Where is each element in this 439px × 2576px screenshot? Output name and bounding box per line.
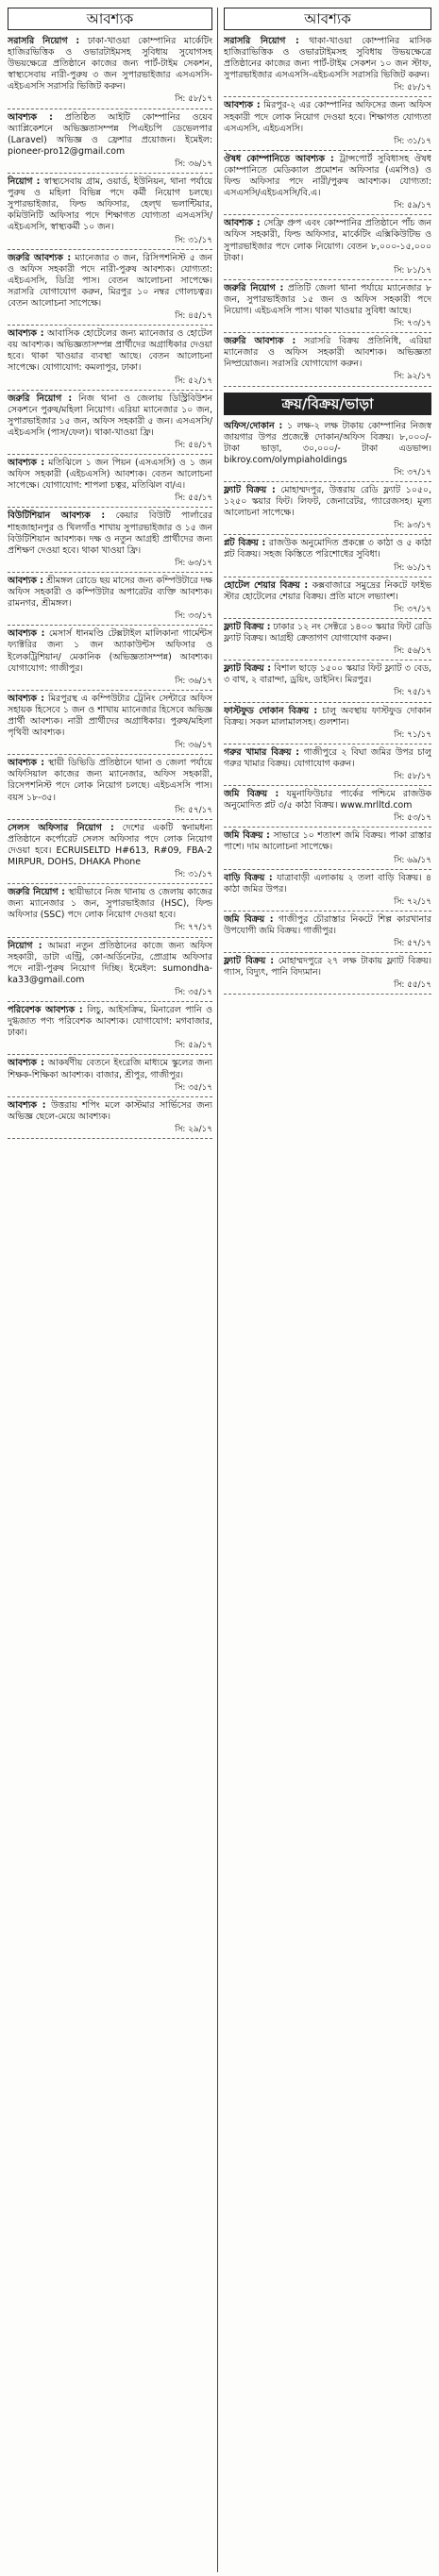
ad-body bbox=[8, 328, 212, 374]
ad-separator bbox=[224, 911, 431, 912]
ad-heading: জরুরি নিয়োগ : bbox=[8, 393, 73, 404]
ad-heading: ফাস্টফুড দোকান বিক্রয় : bbox=[224, 705, 318, 716]
ad-code: সি: ৭৭/১৭ bbox=[175, 923, 212, 933]
ad-separator bbox=[8, 754, 212, 755]
ad-heading: জরুরি নিয়োগ : bbox=[8, 887, 65, 898]
ad-heading: বাড়ি বিক্রয় : bbox=[224, 872, 273, 883]
column-divider bbox=[217, 8, 218, 2572]
ad-text: বিশাল ছাড়ে ১৫০০ স্কয়ার ফিট ফ্ল্যাট ৩ বেড, ৩ বাথ, ২ বারান্দা, ড্রয়িং, ডাইনিং। মিরপুর। bbox=[224, 663, 431, 686]
ad-code: সি: ৩৬/১৭ bbox=[175, 741, 212, 751]
ad-text: নিজ থানা ও জেলায় ডিস্ট্রিবিউশন সেকশনে পুরুষ/মহিলা নিয়োগ। এরিয়া ম্যানেজার ১০ জন, সুপারভাইজার ১৫ জন, অফিস সহকারী ৫ জন। এসএসসি/এইচএসসি (পাস/ফেল)। থাকা-খাওয়া ফ্রি। bbox=[8, 393, 212, 438]
classified-ad bbox=[224, 536, 431, 577]
ad-text: কক্সবাজারে সমুদ্রের নিকটে ফাইভ স্টার হোটেলের শেয়ার বিক্রয়। প্রতি মাসে লভ্যাংশ। bbox=[224, 579, 431, 602]
ad-code: সি: ৫৭/১৭ bbox=[394, 939, 431, 949]
ad-text: লিচু, আইসক্রিম, মিনারেল পানি ও দুগ্ধজাত পণ্য পরিবেশক আবশ্যক। যোগাযোগ: মগবাজার, ঢাকা। bbox=[8, 1005, 212, 1039]
ad-code: সি: ৬৩/১৭ bbox=[175, 558, 212, 568]
ad-text: মেসার্স ধানমণ্ডি টেক্সটাইল মালিকানা গার্মেন্টস ফ্যাক্টরির জন্য ১ জন অ্যাকাউন্টস অফিসার ও ইলেকট্রিশিয়ান/ মেকানিক (অভিজ্ঞতাসম্পন্ন) আবশ্যক। যোগাযোগ: গাজীপুর। bbox=[8, 628, 212, 674]
ad-separator bbox=[224, 994, 431, 995]
ad-heading: জমি বিক্রয় : bbox=[224, 830, 270, 842]
classified-ad bbox=[8, 392, 212, 455]
classified-ad bbox=[224, 419, 431, 482]
ad-separator bbox=[224, 534, 431, 535]
left-ad-list bbox=[8, 34, 212, 1139]
ad-heading: আবশ্যক : bbox=[8, 758, 44, 769]
ad-text: সাভারে ১০ শতাংশ জমি বিক্রয়। পাকা রাস্তার পাশে। দাম আলোচনা সাপেক্ষে। bbox=[224, 830, 431, 853]
ad-heading: ঔষধ কোম্পানিতে আবশ্যক : bbox=[224, 153, 334, 164]
ad-body bbox=[8, 694, 212, 739]
classified-ad bbox=[8, 821, 212, 884]
ad-separator bbox=[8, 1096, 212, 1097]
ad-text: প্রতিটি জেলা থানা পর্যায়ে ম্যানেজার ৮ জন, সুপারভাইজার ১৫ জন ও অফিস সহকারী পদে নিয়োগ। এইচএসসি পাস। থাকা খাওয়ার সুবিধা আছে। bbox=[224, 282, 431, 316]
ad-text: মতিঝিলে ১ জন পিয়ন (এসএসসি) ও ১ জন অফিস সহকারী (এইচএসসি) আবশ্যক। বেতন আলোচনা সাপেক্ষে। যোগাযোগ: শাপলা চত্বর, মতিঝিল বা/এ। bbox=[8, 458, 212, 492]
ad-heading: আবশ্যক : bbox=[8, 111, 53, 123]
ad-body bbox=[8, 576, 212, 610]
ad-code: সি: ৭১/১৭ bbox=[394, 729, 431, 740]
ad-heading: নিয়োগ : bbox=[8, 940, 42, 951]
ad-body bbox=[224, 956, 431, 979]
right-column bbox=[224, 8, 431, 2572]
ad-code: সি: ৩৭/১৭ bbox=[394, 604, 431, 614]
classified-ad bbox=[224, 578, 431, 619]
ad-heading: গরুর খামার বিক্রয় : bbox=[224, 746, 299, 758]
ad-heading: প্লট বিক্রয় : bbox=[224, 538, 266, 549]
ad-body bbox=[224, 36, 431, 81]
ad-text: কেয়ার বিউটি পার্লারের শাহজাহানপুর ও খিলগাঁও শাখায় সুপারভাইজার ও ১৫ জন বিউটিশিয়ান আবশ্যক। দক্ষ ও নতুন আগ্রহী প্রার্থীদের জন্য প্রশিক্ষণ দেওয়া হবে। থাকা খাওয়া ফ্রি। bbox=[8, 510, 212, 556]
ad-code: সি: ৩১/১৭ bbox=[175, 870, 212, 880]
classified-ad bbox=[8, 251, 212, 326]
ad-body bbox=[224, 663, 431, 686]
ad-heading: আবশ্যক : bbox=[8, 1058, 44, 1069]
ad-text: ঢাকা-খাওয়া কোম্পানির মার্কেটিং হাজিরভিত্তিক ও ওভারটাইমসহ সুবিধায় সুযোগসহ উভয়ক্ষেত্রে প্রতিষ্ঠানে কাজের জন্য পার্ট-টাইম সেকশন, স্বাস্থ্যসেবায় নারী-পুরুষ ৩ জন সুপারভাইজার এসএসসি-এইচএসসি সরাসরি ভিজিট করুন। bbox=[8, 36, 212, 92]
ad-code: সি: ৫৮/১৭ bbox=[175, 94, 212, 105]
ad-heading: ফ্ল্যাট বিক্রয় : bbox=[224, 663, 271, 675]
classified-ad bbox=[224, 787, 431, 828]
ad-body bbox=[224, 538, 431, 560]
ad-heading: বিউটিশিয়ান আবশ্যক : bbox=[8, 510, 106, 522]
classified-ad bbox=[224, 98, 431, 150]
ad-code: সি: ৩৭/১৭ bbox=[394, 467, 431, 477]
ad-body bbox=[224, 485, 431, 519]
classified-ad bbox=[224, 871, 431, 912]
ad-code: সি: ৩১/১৭ bbox=[394, 136, 431, 146]
ad-heading: নিয়োগ : bbox=[8, 176, 41, 188]
ad-text: দেশের একটি স্বনামধন্য প্রতিষ্ঠানে কর্পোরেট সেলস অফিসার পদে লোক নিয়োগ দেওয়া হবে। ECRUISELTD H#613, R#09, FBA-2 MIRPUR, DOHS, DHAKA Phone bbox=[8, 822, 212, 867]
ad-code: সি: ৫২/১৭ bbox=[175, 376, 212, 386]
ad-body bbox=[224, 914, 431, 937]
ad-body bbox=[224, 706, 431, 728]
ad-code: সি: ৯৩/১৭ bbox=[394, 521, 431, 531]
ad-separator bbox=[224, 96, 431, 97]
ad-text: ঢাকার ১২ নং সেক্টরে ১৪০০ স্কয়ার ফিট রেডি ফ্ল্যাট বিক্রয়। আগ্রহী ক্রেতাগণ যোগাযোগ করুন। bbox=[224, 621, 431, 644]
ad-separator bbox=[8, 819, 212, 820]
ad-heading: আবশ্যক : bbox=[8, 628, 45, 640]
ad-heading: আবশ্যক : bbox=[8, 458, 45, 469]
ad-separator bbox=[224, 618, 431, 619]
ad-separator bbox=[8, 883, 212, 884]
ad-body bbox=[8, 823, 212, 868]
ad-separator bbox=[8, 454, 212, 455]
ad-text: মিরপুরস্থ এ কম্পিউটার ট্রেনিং সেন্টারে অফিস সহায়ক হিসেবে ১ জন ও শাখায় ম্যানেজার হিসেবে অভিজ্ঞ প্রার্থী আবশ্যক। নারী প্রার্থীদের অগ্রাধিকার। পুরুষ/মহিলা পৃথিবী আবশ্যক। bbox=[8, 693, 212, 739]
ad-code: সি: ৫৬/১৭ bbox=[394, 646, 431, 657]
ad-separator bbox=[8, 249, 212, 250]
ad-separator bbox=[224, 481, 431, 482]
ad-body bbox=[8, 458, 212, 492]
ad-code: সি: ৫৪/১৭ bbox=[175, 441, 212, 450]
ad-text: স্থায়ী ডিভিডি প্রতিষ্ঠানে থানা ও জেলা পর্যায়ে অফিসিয়াল কাজের জন্য ম্যানেজার, অফিস সহকারী, রিসেপশনিস্ট পদে লোক নিয়োগ চলছে। এইচএসসি পাস। বয়স ১৮-৩৫। bbox=[8, 758, 212, 803]
ad-text: স্থায়ীভাবে নিজ থানায় ও জেলায় কাজের জন্য ম্যানেজার ১ জন, সুপারভাইজার (HSC), ফিল্ড অফিসার (SSC) পদে লোক নিয়োগ দেওয়া হবে। bbox=[8, 887, 212, 921]
right-ad-list-2 bbox=[224, 419, 431, 995]
classified-ad bbox=[224, 828, 431, 869]
ad-body bbox=[8, 176, 212, 233]
classified-ad bbox=[224, 704, 431, 744]
ad-heading: হোটেল শেয়ার বিক্রয় : bbox=[224, 579, 309, 591]
ad-body bbox=[8, 1005, 212, 1039]
ad-text: ম্যানেজার ৩ জন, রিসিপশনিস্ট ৫ জন ও অফিস সহকারী পদে নারী-পুরুষ আবশ্যক। যোগ্যতা: এইচএসসি, ডিগ্রি পাস। বেতন আলোচনা সাপেক্ষে। সরাসরি যোগাযোগ করুন, মিরপুর ১০ নম্বর গোলচত্বর। বেতন আলোচনা সাপেক্ষে। bbox=[8, 252, 212, 309]
ad-code: সি: ৪৫/১৭ bbox=[175, 311, 212, 322]
ad-separator bbox=[8, 507, 212, 508]
ad-heading: সেলস অফিসার নিয়োগ : bbox=[8, 822, 114, 833]
ad-code: সি: ৫৯/১৭ bbox=[394, 201, 431, 211]
ad-body bbox=[8, 510, 212, 556]
ad-heading: ফ্ল্যাট বিক্রয় : bbox=[224, 485, 276, 495]
ad-separator bbox=[224, 660, 431, 661]
ad-body bbox=[224, 100, 431, 134]
classified-ad bbox=[224, 281, 431, 333]
ad-separator bbox=[8, 1054, 212, 1055]
ad-code: সি: ৭২/১৭ bbox=[394, 896, 431, 907]
classified-ad bbox=[8, 627, 212, 690]
classified-ad bbox=[8, 756, 212, 819]
ad-separator bbox=[224, 150, 431, 151]
ad-separator bbox=[224, 827, 431, 828]
ad-code: সি: ৩৬/১৭ bbox=[175, 676, 212, 686]
ad-separator bbox=[224, 869, 431, 870]
ad-body bbox=[8, 112, 212, 158]
ad-code: সি: ৮১/১৭ bbox=[394, 265, 431, 276]
ad-text: থাকা-খাওয়া কোম্পানির মাসিক হাজিরাভিত্তিক ও ওভারটাইমসহ সুবিধায় উভয়ক্ষেত্রে প্রতিষ্ঠানের কাজের জন্য পার্ট-টাইম সেকশন ১০ জন স্টাফ, সুপারভাইজার এসএসসি-এইচএসসি সরাসরি ভিজিট করুন। bbox=[224, 36, 431, 81]
ad-text: উত্তরায় শপিং মলে কাস্টমার সার্ভিসের জন্য অভিজ্ঞ ছেলে-মেয়ে আবশ্যক। bbox=[8, 1099, 212, 1122]
ad-body bbox=[224, 218, 431, 263]
ad-body bbox=[8, 1100, 212, 1123]
ad-body bbox=[224, 622, 431, 644]
ad-code: সি: ৩৩/১৭ bbox=[175, 611, 212, 622]
ad-body bbox=[8, 628, 212, 674]
ad-heading: সরাসরি নিয়োগ : bbox=[224, 36, 299, 46]
ad-code: সি: ৬১/১৭ bbox=[394, 562, 431, 573]
ad-separator bbox=[224, 279, 431, 280]
right-ad-list bbox=[224, 34, 431, 387]
ad-text: সরাসরি বিক্রয় প্রতিনিধি, এরিয়া ম্যানেজার ও অফিস সহকারী আবশ্যক। অভিজ্ঞতা নিষ্প্রয়োজন। সরাসরি যোগাযোগ করুন। bbox=[224, 336, 431, 370]
ad-heading: জরুরি নিয়োগ : bbox=[224, 282, 284, 293]
classified-ad bbox=[8, 326, 212, 390]
classified-ad bbox=[224, 954, 431, 995]
ad-heading: আবশ্যক : bbox=[8, 328, 44, 340]
ad-text: গাজীপুর চৌরাস্তার নিকটে শিল্প কারখানার উপযোগী জমি বিক্রয়। গাজীপুর। bbox=[224, 913, 431, 936]
ad-body bbox=[224, 580, 431, 603]
ad-body bbox=[8, 36, 212, 92]
ad-code: সি: ৫৮/১৭ bbox=[394, 771, 431, 781]
ad-code: সি: ৩৬/১৭ bbox=[175, 159, 212, 169]
ad-body bbox=[224, 336, 431, 370]
ad-text: স্বাস্থ্যসেবায় গ্রাম, ওয়ার্ড, ইউনিয়ন, থানা পর্যায়ে পুরুষ ও মহিলা বিভিন্ন পদে কর্মী নিয়োগ চলছে। সুপারভাইজার, ফিল্ড অফিসার, হেল্থ ভলান্টিয়ার, কমিউনিটি অফিসার পদে শিক্ষাগত যোগ্যতা এসএসসি/ এইচএসসি, স্বাস্থ্যকর্মী ১০ জন। bbox=[8, 176, 212, 233]
classified-ad bbox=[8, 456, 212, 508]
classified-ad bbox=[224, 216, 431, 279]
ad-text: সেফ্রি প্রুপ এবং কোম্পানির প্রতিষ্ঠানে পাঁচ জন অফিস সহকারী, ফিল্ড অফিসার, মার্কেটিং এক্সিকিউটিভ ও সুপারভাইজার পদে লোক নিয়োগ। বেতন ৮,০০০-১৫,০০০ টাকা। bbox=[224, 218, 431, 263]
ad-body bbox=[224, 830, 431, 853]
classified-ad bbox=[8, 939, 212, 1002]
ad-separator bbox=[8, 1001, 212, 1002]
ad-separator bbox=[8, 690, 212, 691]
ad-code: সি: ৩১/১৭ bbox=[175, 235, 212, 245]
classified-ad bbox=[224, 334, 431, 386]
ad-body bbox=[224, 747, 431, 770]
ad-separator bbox=[8, 1138, 212, 1139]
ad-text: যাত্রাবাড়ী এলাকায় ২ তলা বাড়ি বিক্রয়। ৪ কাঠা জমির উপর। bbox=[224, 872, 431, 895]
ad-code: সি: ৭৩/১৭ bbox=[394, 319, 431, 329]
ad-body bbox=[8, 393, 212, 439]
ad-text: আমরা নতুন প্রতিষ্ঠানের কাজে জন্য অফিস সহকারী, ডাটা এন্ট্রি, কো-অর্ডিনেটর, প্রোগ্রাম অফিসার পদে নারী-পুরুষ নিয়োগ দিচ্ছি। ইমেইল: sumondha-ka33@gmail.com bbox=[8, 940, 212, 985]
ad-heading: জমি বিক্রয় : bbox=[224, 913, 274, 925]
ad-code: সি: ৫৮/১৭ bbox=[394, 83, 431, 93]
classified-ad bbox=[8, 175, 212, 250]
ad-text: যমুনাফিউচার পার্কের পশ্চিমে রাজউক অনুমোদিত প্লট ৩/৫ কাঠা বিক্রয়। www.mrlltd.com bbox=[224, 789, 431, 811]
classified-ad bbox=[8, 34, 212, 109]
ad-heading: জরুরি আবশ্যক : bbox=[8, 252, 72, 263]
ad-separator bbox=[8, 572, 212, 573]
ad-body bbox=[224, 154, 431, 199]
ad-text: শ্রীমঙ্গল রোডে ছয় মাসের জন্য কম্পিউটারে দক্ষ অফিস সহকারী ও কম্পিউটার অপারেটর ব্যক্তি আবশ্যক। রামনগর, শ্রীমঙ্গল। bbox=[8, 575, 212, 610]
classified-ad bbox=[224, 620, 431, 661]
column-heading: আবশ্যক bbox=[8, 8, 212, 30]
classified-ad bbox=[224, 152, 431, 215]
ad-text: মিরপুর-২ এর কোম্পানির অফিসের জন্য অফিস সহকারী পদে লোক নিয়োগ দেওয়া হবে। শিক্ষাগত যোগ্যতা এসএসসি, এইচএসসি। bbox=[224, 100, 431, 134]
ad-text: ট্রান্সপোর্ট সুবিধাসহ ঔষধ কোম্পানিতে মেডিক্যাল প্রমোশন অফিসার (এমপিও) ও ফিল্ড অফিসার পদে নারী/পুরুষ আবশ্যক। যোগ্যতা: এসএসসি/এইচএসসি/বি.এ। bbox=[224, 153, 431, 199]
ad-body bbox=[224, 421, 431, 466]
ad-separator bbox=[224, 785, 431, 786]
classified-ad bbox=[8, 1003, 212, 1055]
ad-heading: জমি বিক্রয় : bbox=[224, 789, 279, 800]
ad-body bbox=[8, 887, 212, 921]
ad-heading: সরাসরি নিয়োগ : bbox=[8, 36, 80, 46]
ad-heading: আবশ্যক : bbox=[8, 575, 43, 586]
classified-ad bbox=[8, 509, 212, 572]
classified-ad bbox=[224, 34, 431, 97]
ad-code: সি: ২৯/১৭ bbox=[175, 1124, 212, 1134]
ad-separator bbox=[8, 937, 212, 938]
ad-code: সি: ৯২/১৭ bbox=[394, 372, 431, 382]
ad-separator bbox=[8, 390, 212, 391]
ad-code: সি: ৩৫/১৭ bbox=[175, 987, 212, 997]
classified-ad bbox=[8, 1098, 212, 1139]
ad-text: আবাসিক হোটেলের জন্য ম্যানেজার ও হোটেল বয় আবশ্যক। অভিজ্ঞতাসম্পন্ন প্রার্থীদের অগ্রাধিকার দেওয়া হবে। থাকা খাওয়ার ব্যবস্থা আছে। বেতন আলোচনা সাপেক্ষে। যোগাযোগ: কমলাপুর, ঢাকা। bbox=[8, 328, 212, 374]
ad-code: সি: ৫৯/১৭ bbox=[175, 1041, 212, 1051]
ad-separator bbox=[8, 625, 212, 626]
ad-code: সি: ৫৩/১৭ bbox=[394, 813, 431, 824]
classified-ad bbox=[8, 692, 212, 755]
ad-code: সি: ৫৫/১৭ bbox=[175, 493, 212, 504]
ad-code: সি: ৫৭/১৭ bbox=[175, 805, 212, 815]
ad-heading: ফ্ল্যাট বিক্রয় : bbox=[224, 956, 274, 967]
ad-text: আকর্ষণীয় বেতনে ইংরেজি মাধ্যমে স্কুলের জন্য শিক্ষক-শিক্ষিকা আবশ্যক। বাজার, শ্রীপুর, গাজীপুর। bbox=[8, 1058, 212, 1080]
ad-code: সি: ৬৯/১৭ bbox=[394, 855, 431, 865]
ad-code: সি: ৫৫/১৭ bbox=[394, 980, 431, 991]
ad-body bbox=[224, 873, 431, 895]
ad-text: প্রতিষ্ঠিত আইটি কোম্পানির ওয়েব অ্যাপ্লিকেশনে অভিজ্ঞতাসম্পন্ন পিএইচপি ডেভেলপার (Laravel) অভিজ্ঞ ও ফ্রেশার প্রয়োজন। ইমেইল: pioneer-pro12@gmail.com bbox=[8, 111, 212, 157]
ad-body bbox=[8, 1058, 212, 1080]
ad-separator bbox=[224, 386, 431, 387]
ad-heading: পরিবেশক আবশ্যক : bbox=[8, 1005, 83, 1016]
classified-ad bbox=[224, 745, 431, 786]
ad-text: রাজউক অনুমোদিত প্রকল্পে ৩ কাঠা ও ৫ কাঠা প্লট বিক্রয়। সহজ কিস্তিতে পরিশোধের সুবিধা। bbox=[224, 538, 431, 560]
ad-heading: ফ্ল্যাট বিক্রয় : bbox=[224, 621, 271, 632]
classified-ad bbox=[224, 661, 431, 702]
ad-separator bbox=[224, 332, 431, 333]
ad-separator bbox=[8, 173, 212, 174]
ad-separator bbox=[224, 952, 431, 953]
ad-separator bbox=[8, 325, 212, 326]
ad-heading: জরুরি আবশ্যক : bbox=[224, 336, 296, 347]
ad-text: চালু অবস্থায় ফাস্টফুড দোকান বিক্রয়। সকল মালামালসহ। গুলশান। bbox=[224, 705, 431, 728]
ad-body bbox=[224, 283, 431, 317]
section-heading: ক্রয়/বিক্রয়/ভাড়া bbox=[224, 393, 431, 415]
ad-heading: আবশ্যক : bbox=[224, 100, 261, 111]
ad-heading: অফিস/দোকান : bbox=[224, 420, 283, 431]
ad-separator bbox=[224, 702, 431, 703]
ad-text: মোহাম্মদপুরে ২৭ লক্ষ টাকায় ফ্ল্যাট বিক্রয়। গ্যাস, বিদ্যুৎ, পানি বিদ্যমান। bbox=[224, 956, 431, 979]
ad-separator bbox=[224, 214, 431, 215]
ad-text: গাজীপুরে ২ বিঘা জমির উপর চালু গরুর খামার বিক্রয়। যোগাযোগ করুন। bbox=[224, 746, 431, 769]
ad-body bbox=[8, 758, 212, 803]
ad-heading: আবশ্যক : bbox=[224, 218, 261, 229]
classified-ad bbox=[224, 912, 431, 953]
classified-ad bbox=[8, 885, 212, 937]
ad-body bbox=[8, 253, 212, 309]
ad-body bbox=[8, 941, 212, 986]
classified-ad bbox=[224, 483, 431, 535]
ad-code: সি: ৩৫/১৭ bbox=[175, 1082, 212, 1093]
ad-text: মোহাম্মদপুর, উত্তরায় রেডি ফ্ল্যাট ১০৫০, ১২৫০ স্কয়ার ফিট। লিফট, জেনারেটর, গ্যারেজসহ। মূল্য আলোচনা সাপেক্ষে। bbox=[224, 485, 431, 519]
classified-ad bbox=[8, 110, 212, 174]
column-heading: আবশ্যক bbox=[224, 8, 431, 30]
ad-heading: আবশ্যক : bbox=[8, 693, 45, 704]
left-column bbox=[8, 8, 212, 2572]
ad-code: সি: ৭৫/১৭ bbox=[394, 688, 431, 698]
ad-text: ১ লক্ষ-২ লক্ষ টাকায় কোম্পানির নিজস্ব জায়গার উপর প্রজেক্টে দোকান/অফিস বিক্রয়। ৮,০০০/- টাকা ভাড়া, ৩০,০০০/- টাকা এডভান্স। bikroy.com/olympiaholdings bbox=[224, 420, 431, 465]
classified-ad bbox=[8, 574, 212, 626]
ad-body bbox=[224, 789, 431, 811]
ad-heading: আবশ্যক : bbox=[8, 1099, 46, 1111]
classified-ad bbox=[8, 1056, 212, 1096]
